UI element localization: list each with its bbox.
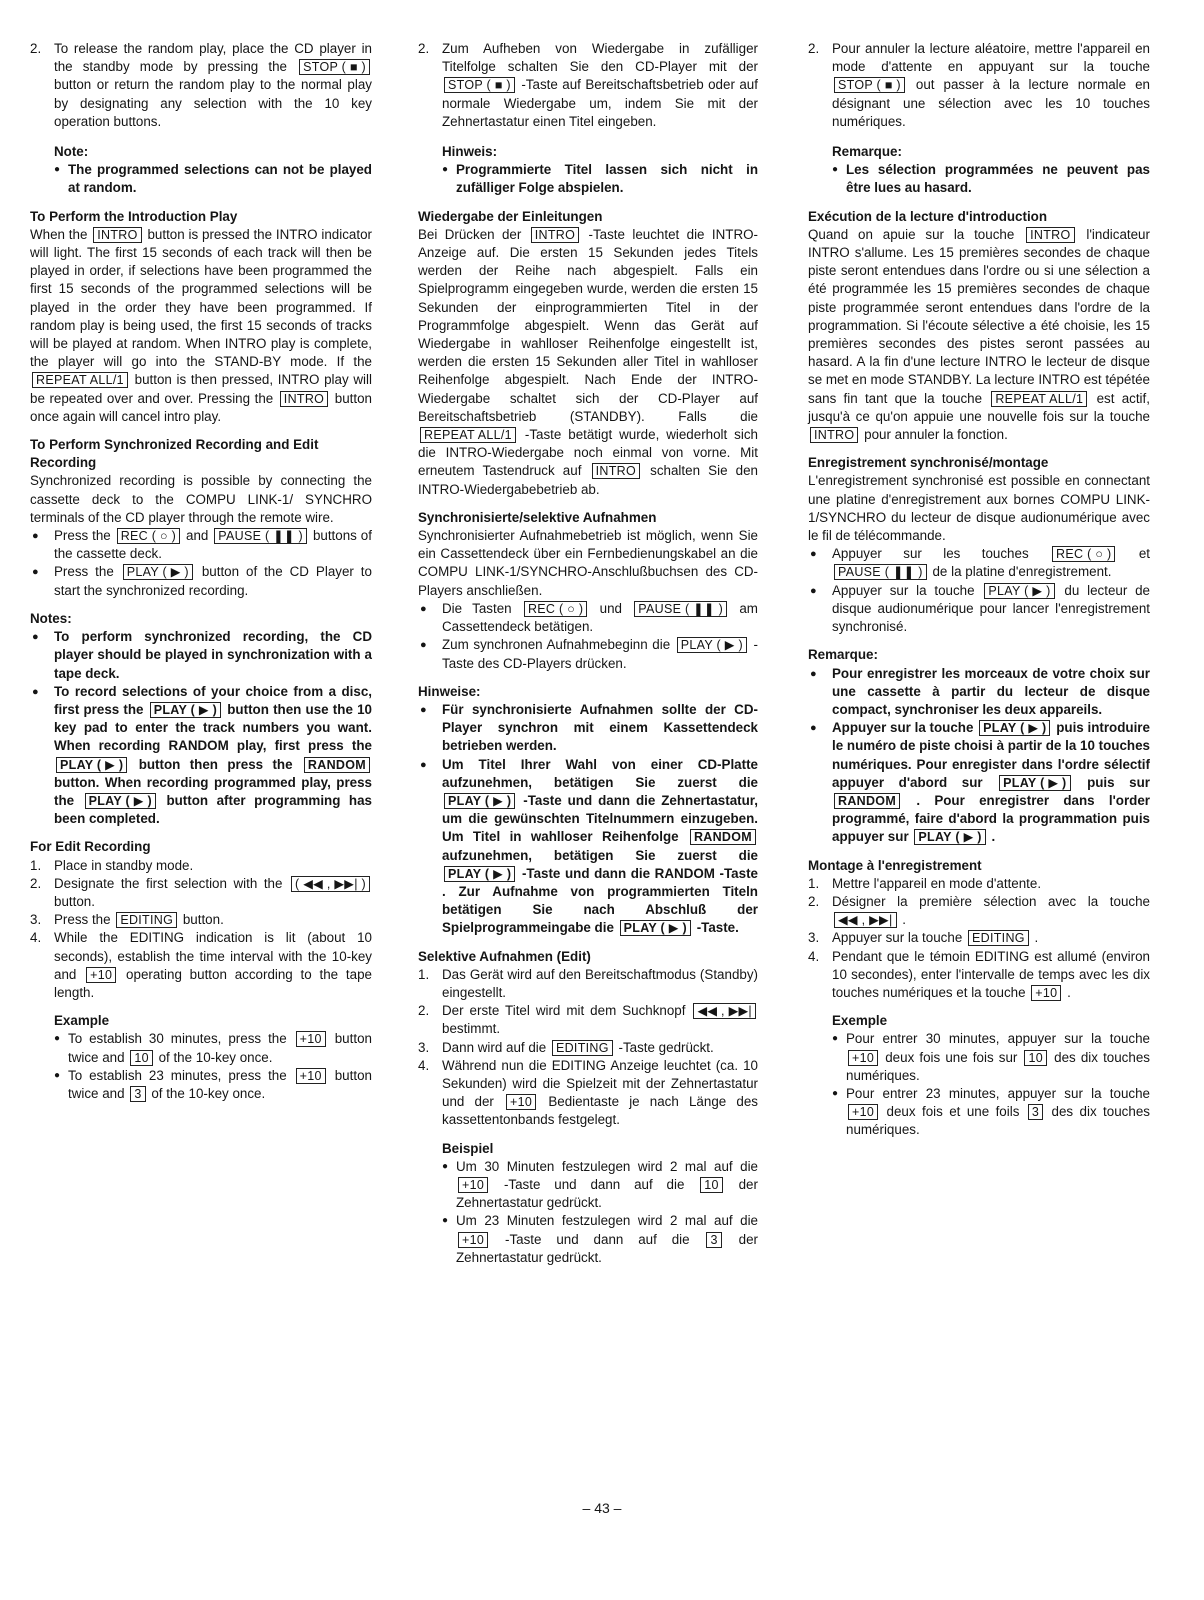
note-title: Remarque: [832,144,902,160]
sync-paragraph: Synchronisierter Aufnahmebetrieb ist möglich, wenn Sie ein Cassettendeck über ein Fernbedienungskabel an die COMPU LINK-1/SYNCHRO-Anschlußbuchsen des CD-Players anschließen. [418,528,758,598]
note-text: ● Programmierte Titel lassen sich nicht in zufälliger Folge abspielen. [442,161,758,197]
note-text: ● Les sélection programmées ne peuvent pas être lues au hasard. [832,161,1150,197]
plus10-key: +10 [458,1232,488,1248]
note-title: Note: [54,144,89,160]
rec-key: REC ( ○ ) [524,601,587,617]
repeat-all-key: REPEAT ALL/1 [420,427,516,443]
sync-paragraph: L'enregistrement synchronisé est possible en connectant une platine d'enregistrement aux bornes COMPU LINK-1/SYNCHRO du lecteur de disque audionumérique avec le fil de télécommande. [808,473,1150,544]
list-item: ● Für synchronisierte Aufnahmen sollte der CD-Player synchron mit einem Kassettendeck betrieben werden. [418,701,758,756]
list-item: ● Pour enregistrer les morceaux de votre choix sur une cassette à partir du lecteur de disque compact, synchroniser les deux appareils. [808,665,1150,720]
list-item: ● Um 30 Minuten festzulegen wird 2 mal auf die +10 -Taste und dann auf die 10 der Zehnertastatur gedrückt. [442,1158,758,1213]
edit-step: 1. Mettre l'appareil en mode d'attente. [808,875,1042,891]
play-key: PLAY ( ▶ ) [999,775,1070,791]
list-item: ● Die Tasten REC ( ○ ) und PAUSE ( ❚❚ ) am Cassettendeck betätigen. [418,600,758,636]
pause-key: PAUSE ( ❚❚ ) [214,528,307,544]
intro-key: INTRO [1026,227,1074,243]
skip-key: ◀◀ , ▶▶| [834,912,897,928]
three-key: 3 [130,1086,145,1102]
plus10-key: +10 [848,1104,878,1120]
play-key: RANDOM [690,829,756,845]
edit-step: 3. Dann wird auf die EDITING -Taste gedrückt. [418,1039,714,1055]
release-random-item: 2. To release the random play, place the CD player in the standby mode by pressing the STOP ( ■ ) button or return the random play to the normal play by designating any selection with the 10 key operation buttons. [30,41,372,129]
three-key: 3 [1028,1104,1043,1120]
sync-heading: Synchronisierte/selektive Aufnahmen [418,509,657,525]
skip-key: ◀◀ , ▶▶| [693,1003,756,1019]
editing-key: EDITING [116,912,177,928]
plus10-key: +10 [1031,985,1061,1001]
list-item: ● To establish 30 minutes, press the +10 button twice and 10 of the 10-key once. [54,1030,372,1066]
intro-key: INTRO [592,463,640,479]
sync-paragraph: Synchronized recording is possible by connecting the cassette deck to the COMPU LINK-1/ SYNCHRO terminals of the CD player through the remote wire. [30,473,372,525]
intro-heading: Wiedergabe der Einleitungen [418,208,603,224]
release-random-item: 2. Zum Aufheben von Wiedergabe in zufälliger Titelfolge schalten Sie den CD-Player mit der STOP ( ■ ) -Taste auf Bereitschaftsbetrieb oder auf normale Wiedergabe um, indem Sie mit der Zehnertastatur einen Titel eingeben. [418,41,758,129]
play-key: PLAY ( ▶ ) [150,702,221,718]
editing-key: EDITING [552,1040,613,1056]
sync-heading: To Perform Synchronized Recording and Edit Recording [30,437,319,471]
example-block [54,1012,372,1103]
list-item: ● To record selections of your choice from a disc, first press the PLAY ( ▶ ) button then use the 10 key pad to enter the track numbers you want. When recording RANDOM play, first press the PLAY ( ▶ ) button then press the RANDOM button. When recording programmed play, press the PLAY ( ▶ ) button after programming has been completed. [30,683,372,829]
sync-steps [418,600,758,673]
list-item: ● To perform synchronized recording, the CD player should be played in synchronization with a tape deck. [30,628,372,683]
rec-key: REC ( ○ ) [1052,546,1115,562]
edit-step: 4. While the EDITING indication is lit (about 10 seconds), establish the time interval with the 10-key and +10 operating button according to the tape length. [30,930,372,1000]
edit-step: 4. Pendant que le témoin EDITING est allumé (environ 10 secondes), enter l'intervalle de temps avec les dix touches numériques et la touche +10 . [808,948,1150,1000]
list-item: ● Um Titel Ihrer Wahl von einer CD-Platte aufzunehmen, betätigen Sie zuerst die PLAY ( ▶ ) -Taste und dann die Zehnertastatur, um die gewünschten Titelnummern einzugeben. Um Titel in wahlloser Reihenfolge RANDOM aufzunehmen, betätigen Sie zuerst die PLAY ( ▶ ) -Taste und dann die RANDOM -Taste . Zur Aufnahme von programmierten Titeln betätigen Sie nach Abschluß der Spielprogrammeingabe die PLAY ( ▶ ) -Taste. [418,756,758,938]
intro-key: INTRO [93,227,141,243]
ten-key: 10 [1024,1050,1047,1066]
play-key: PLAY ( ▶ ) [914,829,985,845]
list-item: ● Appuyer sur les touches REC ( ○ ) et PAUSE ( ❚❚ ) de la platine d'enregistrement. [808,545,1150,581]
notes-title: Remarque: [808,647,878,663]
french-column [808,40,1150,1140]
play-key: PLAY ( ▶ ) [677,637,747,653]
sync-steps [808,545,1150,636]
edit-heading: Montage à l'enregistrement [808,857,982,873]
skip-key: ( ◀◀ , ▶▶| ) [291,876,370,892]
edit-step: 3. Press the EDITING button. [30,912,224,928]
edit-step: 2. Der erste Titel wird mit dem Suchknopf ◀◀ , ▶▶| bestimmt. [418,1002,758,1038]
page-number: – 43 – [582,1500,622,1516]
note-text: ● The programmed selections can not be played at random. [54,161,372,197]
notes-list [808,665,1150,847]
intro-paragraph: When the INTRO button is pressed the INTRO indicator will light. The first 15 seconds of each track will then be played in order, if selections have been programmed the first 15 seconds of the programmed selections will be played in the order they have been programmed. If random play is being used, the first 15 seconds of tracks will be played at random. When INTRO play is complete, the player will go into the STAND-BY mode. If the REPEAT ALL/1 button is then pressed, INTRO play will be repeated over and over. Pressing the INTRO button once again will cancel intro play. [30,226,372,424]
three-key: 3 [706,1232,721,1248]
plus10-key: +10 [848,1050,878,1066]
ten-key: 10 [130,1050,153,1066]
list-item: ● To establish 23 minutes, press the +10 button twice and 3 of the 10-key once. [54,1067,372,1103]
stop-key: STOP ( ■ ) [299,59,370,75]
intro-key: INTRO [810,427,858,443]
notes-title: Notes: [30,610,72,626]
intro-paragraph: Bei Drücken der INTRO -Taste leuchtet die INTRO-Anzeige auf. Die ersten 15 Sekunden jedes Titels werden der Reihe nach abgespielt. Falls ein Spielprogramm eingegeben wurde, werden die ersten 15 Sekunden der einprogrammierten Titel in der Programmfolge abgespielt. Wenn das Gerät auf Wiedergabe in wahlloser Reihenfolge eingestellt ist, werden die ersten 15 Sekunden aller Titel in wahlloser Reihenfolge abgespielt. Nach Ende der INTRO-Wiedergabe schaltet sich der CD-Player auf Bereitschaftsbetrieb (STANDBY). Falls die REPEAT ALL/1 -Taste betätigt wurde, wiederholt sich die INTRO-Wiedergabe noch einmal von vorne. Mit erneutem Tastendruck auf INTRO schalten Sie den INTRO-Wiedergabebetrieb ab. [418,226,758,497]
play-key: PLAY ( ▶ ) [620,920,691,936]
edit-heading: For Edit Recording [30,839,151,855]
list-item: ● Appuyer sur la touche PLAY ( ▶ ) du lecteur de disque audionumérique pour lancer l'enregistrement synchronisé. [808,582,1150,637]
plus10-key: +10 [296,1031,326,1047]
repeat-all-key: REPEAT ALL/1 [991,391,1087,407]
intro-key: INTRO [280,391,328,407]
random-key: RANDOM [304,757,370,773]
note-block [54,143,372,198]
list-item: ● Um 23 Minuten festzulegen wird 2 mal auf die +10 -Taste und dann auf die 3 der Zehnertastatur gedrückt. [442,1212,758,1267]
list-item: ● Pour entrer 23 minutes, appuyer sur la touche +10 deux fois et une foils 3 des dix touches numériques. [832,1085,1150,1140]
stop-key: STOP ( ■ ) [444,77,515,93]
edit-step: 2. Désigner la première sélection avec la touche ◀◀ , ▶▶| . [808,893,1150,928]
plus10-key: +10 [506,1094,536,1110]
play-key: PLAY ( ▶ ) [979,720,1050,736]
german-column [418,40,758,1267]
note-title: Hinweis: [442,144,498,160]
intro-heading: To Perform the Introduction Play [30,208,238,224]
edit-heading: Selektive Aufnahmen (Edit) [418,948,591,964]
edit-step: 2. Designate the first selection with the ( ◀◀ , ▶▶| ) button. [30,875,372,911]
notes-list [30,628,372,828]
stop-key: STOP ( ■ ) [834,77,905,93]
list-item: ● Zum synchronen Aufnahmebeginn die PLAY ( ▶ ) -Taste des CD-Players drücken. [418,636,758,672]
sync-steps [30,527,372,600]
ten-key: 10 [700,1177,723,1193]
list-item: ● Press the REC ( ○ ) and PAUSE ( ❚❚ ) buttons of the cassette deck. [30,527,372,563]
pause-key: PAUSE ( ❚❚ ) [834,564,927,580]
plus10-key: +10 [86,967,116,983]
edit-step: 1. Das Gerät wird auf den Bereitschaftmodus (Standby) eingestellt. [418,966,758,1000]
notes-list [418,701,758,938]
play-key: PLAY ( ▶ ) [85,793,156,809]
edit-step: 4. Während nun die EDITING Anzeige leuchtet (ca. 10 Sekunden) wird die Spielzeit mit der Zehnertastatur und der +10 Bedientaste je nach Länge des kassettentonbands festgelegt. [418,1057,758,1128]
example-title: Beispiel [442,1140,494,1156]
intro-key: INTRO [531,227,579,243]
repeat-all-key: REPEAT ALL/1 [32,372,128,388]
note-block [832,143,1150,198]
pause-key: PAUSE ( ❚❚ ) [634,601,727,617]
example-block [442,1140,758,1267]
edit-step: 3. Appuyer sur la touche EDITING . [808,930,1039,946]
random-key: RANDOM [834,793,900,809]
rec-key: REC ( ○ ) [117,528,180,544]
sync-heading: Enregistrement synchronisé/montage [808,455,1049,471]
list-item: ● Pour entrer 30 minutes, appuyer sur la touche +10 deux fois une fois sur 10 des dix touches numériques. [832,1030,1150,1085]
play-key: PLAY ( ▶ ) [123,564,193,580]
plus10-key: +10 [296,1068,326,1084]
plus10-key: +10 [458,1177,488,1193]
intro-paragraph: Quand on apuie sur la touche INTRO l'indicateur INTRO s'allume. Les 15 premières secondes de chaque piste seront entendues dans l'ordre ou si une sélection a été programmée les 15 premières secondes de chaque piste programmée seront entendues dans l'ordre de la programmation. Si l'écoute sélective a été choisie, les 15 premières secondes des pistes seront passées au hasard. A la fin d'une lecture INTRO le lecteur de disque se met en mode STANDBY. La lecture INTRO est tépétée sans fin tant que la touche REPEAT ALL/1 est actif, jusqu'à ce qu'on appuie une nouvelle fois sur la touche INTRO pour annuler la fonction. [808,226,1150,443]
random-key: PLAY ( ▶ ) [444,866,515,882]
play-key: PLAY ( ▶ ) [444,793,515,809]
english-column [30,40,372,1103]
note-block [442,143,758,198]
example-title: Example [54,1013,110,1029]
intro-heading: Exécution de la lecture d'introduction [808,208,1048,224]
release-random-item: 2. Pour annuler la lecture aléatoire, mettre l'appareil en mode d'attente en appuyant sur la touche STOP ( ■ ) out passer à la lecture normale en désignant une sélection avec les 10 touches numériques. [808,41,1150,129]
list-item: ● Press the PLAY ( ▶ ) button of the CD Player to start the synchronized recording. [30,563,372,599]
notes-title: Hinweise: [418,683,481,699]
editing-key: EDITING [968,930,1029,946]
play-key: PLAY ( ▶ ) [56,757,127,773]
example-title: Exemple [832,1013,888,1029]
edit-step: 1. Place in standby mode. [30,857,194,873]
example-block [832,1012,1150,1139]
list-item: ● Appuyer sur la touche PLAY ( ▶ ) puis introduire le numéro de piste choisi à partir de la 10 touches numériques. Pour enregister dans l'ordre sélectif appuyer d'abord sur PLAY ( ▶ ) puis sur RANDOM . Pour enregistrer dans l'order programmé, faire d'abord la programmation puis appuyer sur PLAY ( ▶ ) . [808,719,1150,846]
play-key: PLAY ( ▶ ) [984,583,1054,599]
